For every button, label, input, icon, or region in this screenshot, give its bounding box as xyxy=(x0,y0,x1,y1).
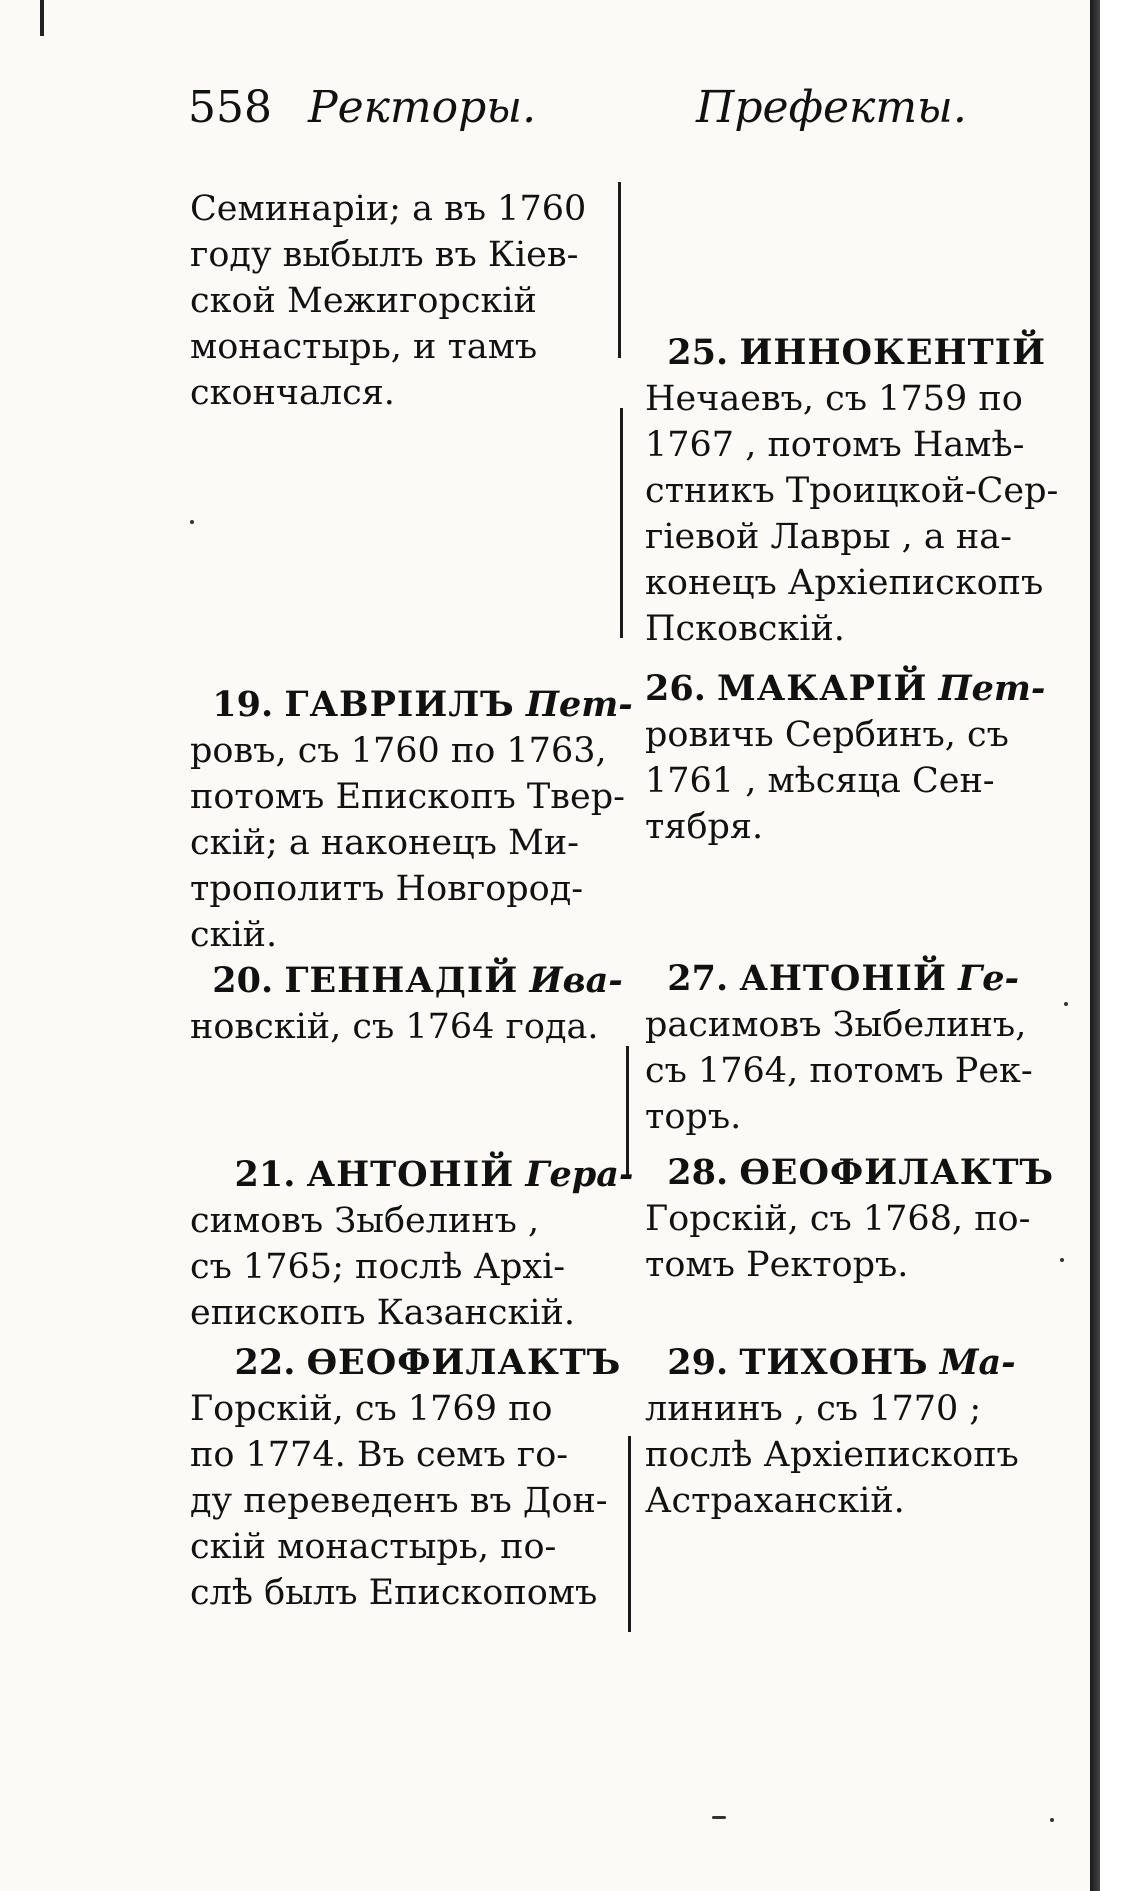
entry-line: 1767 , потомъ Намѣ- xyxy=(645,425,1025,465)
entry-line: Горскій, съ 1769 по xyxy=(190,1389,553,1429)
entry-line: скій; а наконецъ Ми- xyxy=(190,823,579,863)
right-running-title: Префекты. xyxy=(696,82,967,133)
entry-line: торъ. xyxy=(645,1097,742,1137)
entry-line: симовъ Зыбелинъ , xyxy=(190,1201,540,1241)
entry-line: тября. xyxy=(645,807,764,847)
entry-line: ровичь Сербинъ, съ xyxy=(645,715,1009,755)
entry-surname: Ива- xyxy=(529,960,623,1001)
entry-line: съ 1764, потомъ Рек- xyxy=(645,1051,1033,1091)
entry-line: потомъ Епископъ Твер- xyxy=(190,777,625,817)
entry-line: ровъ, съ 1760 по 1763, xyxy=(190,731,607,771)
entry-surname: Пет- xyxy=(525,684,633,725)
entry-line: расимовъ Зыбелинъ, xyxy=(645,1005,1027,1045)
entry-number: 21. xyxy=(234,1154,296,1195)
entry-number: 27. xyxy=(667,958,729,999)
entry-number: 22. xyxy=(234,1342,296,1383)
entry-line: ской Межигорскій xyxy=(190,281,537,321)
entry-line: лининъ , съ 1770 ; xyxy=(645,1389,982,1429)
entry-26 xyxy=(645,666,1075,850)
entry-28 xyxy=(645,1150,1075,1288)
entry-line: скій. xyxy=(190,915,278,955)
entry-name: ИННОКЕНТІЙ xyxy=(739,332,1047,373)
entry-line: епископъ Казанскій. xyxy=(190,1293,575,1333)
entry-surname: Гера- xyxy=(525,1154,634,1195)
entry-29 xyxy=(645,1340,1075,1524)
entry-line: скій монастырь, по- xyxy=(190,1527,557,1567)
entry-name: ТИХОНЪ xyxy=(739,1342,929,1383)
page-number: 558 xyxy=(188,82,272,133)
entry-continuation xyxy=(190,186,620,416)
entry-line: гіевой Лавры , а на- xyxy=(645,517,1012,557)
page-edge-shadow xyxy=(1090,0,1100,1891)
scan-speck xyxy=(190,520,194,524)
entry-line: Семинаріи; а въ 1760 xyxy=(190,189,587,229)
scan-speck xyxy=(1064,1002,1068,1006)
entry-surname: Ге- xyxy=(958,958,1020,999)
entry-21 xyxy=(190,1152,634,1336)
entry-name: ГАВРІИЛЪ xyxy=(284,684,515,725)
entry-line: Горскій, съ 1768, по- xyxy=(645,1199,1031,1239)
scan-speck xyxy=(1050,1818,1054,1822)
entry-line: новскій, съ 1764 года. xyxy=(190,1007,599,1047)
entry-name: ГЕННАДІЙ xyxy=(284,960,519,1001)
entry-name: ѲЕОФИЛАКТЪ xyxy=(739,1152,1055,1193)
entry-name: МАКАРІЙ xyxy=(717,668,928,709)
entry-25 xyxy=(645,330,1075,652)
entry-line: Астраханскій. xyxy=(645,1481,905,1521)
entry-number: 25. xyxy=(667,332,729,373)
column-divider-lower-2 xyxy=(628,1436,631,1632)
entry-line: году выбылъ въ Кіев- xyxy=(190,235,579,275)
entry-line: стникъ Троицкой-Сер- xyxy=(645,471,1059,511)
scan-speck xyxy=(712,1816,726,1819)
entry-name: АНТОНІЙ xyxy=(306,1154,515,1195)
entry-surname: Пет- xyxy=(938,668,1046,709)
entry-line: ду переведенъ въ Дон- xyxy=(190,1481,608,1521)
entry-name: АНТОНІЙ xyxy=(739,958,947,999)
entry-line: Нечаевъ, съ 1759 по xyxy=(645,379,1023,419)
entry-surname: Ма- xyxy=(939,1342,1016,1383)
entry-name: ѲЕОФИЛАКТЪ xyxy=(306,1342,622,1383)
scan-speck xyxy=(1060,1258,1064,1262)
entry-line: монастырь, и тамъ xyxy=(190,327,538,367)
running-header xyxy=(188,82,968,142)
entry-line: послѣ Архіепископъ xyxy=(645,1435,1019,1475)
entry-line: томъ Ректоръ. xyxy=(645,1245,909,1285)
entry-line: трополитъ Новгород- xyxy=(190,869,584,909)
entry-22 xyxy=(190,1340,620,1616)
entry-line: по 1774. Въ семъ го- xyxy=(190,1435,569,1475)
entry-number: 28. xyxy=(667,1152,729,1193)
top-margin-mark xyxy=(40,0,44,36)
entry-19 xyxy=(190,682,633,958)
entry-number: 20. xyxy=(212,960,274,1001)
entry-number: 19. xyxy=(212,684,274,725)
entry-line: скончался. xyxy=(190,373,395,413)
entry-line: Псковскій. xyxy=(645,609,845,649)
entry-line: конецъ Архіепископъ xyxy=(645,563,1044,603)
entry-line: слѣ былъ Епископомъ xyxy=(190,1573,598,1613)
entry-27 xyxy=(645,956,1075,1140)
entry-line: съ 1765; послѣ Архі- xyxy=(190,1247,566,1287)
entry-20 xyxy=(190,958,623,1050)
entry-line: 1761 , мѣсяца Сен- xyxy=(645,761,995,801)
entry-number: 26. xyxy=(645,668,706,709)
entry-number: 29. xyxy=(667,1342,729,1383)
left-running-title: Ректоры. xyxy=(308,82,537,133)
column-divider-upper-2 xyxy=(620,408,623,638)
